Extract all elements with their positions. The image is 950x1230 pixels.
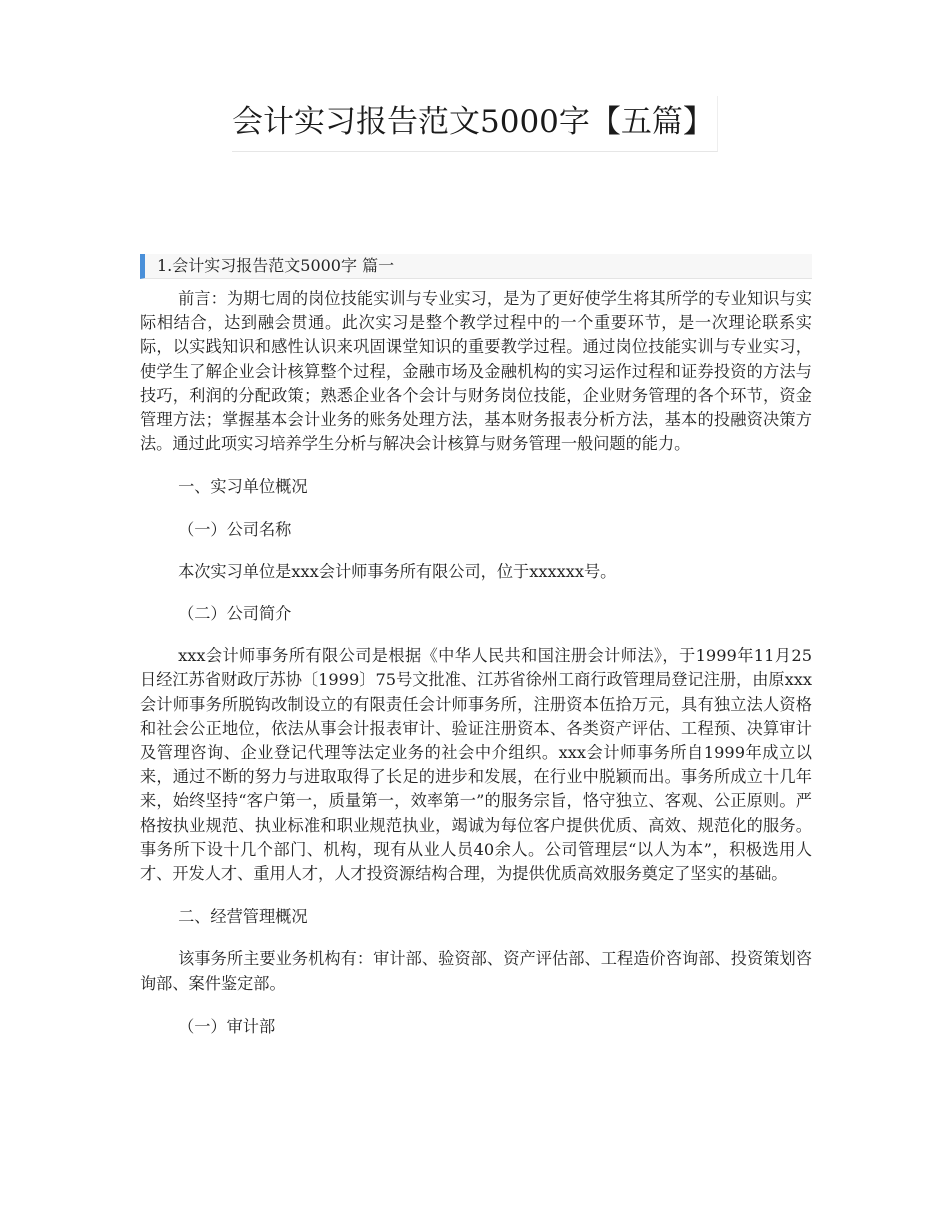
paragraph-preface: 前言：为期七周的岗位技能实训与专业实习，是为了更好使学生将其所学的专业知识与实际相结合，达到融会贯通。此次实习是整个教学过程中的一个重要环节，是一次理论联系实际，以实践知识和感性认识来巩固课堂知识的重要教学过程。通过岗位技能实训与专业实习，使学生了解企业会计核算整个过程，金融市场及金融机构的实习运作过程和证券投资的方法与技巧，利润的分配政策；熟悉企业各个会计与财务岗位技能，企业财务管理的各个环节，资金管理方法；掌握基本会计业务的账务处理方法，基本财务报表分析方法，基本的投融资决策方法。通过此项实习培养学生分析与解决会计核算与财务管理一般问题的能力。	[140, 289, 812, 454]
paragraph-business-units: 该事务所主要业务机构有：审计部、验资部、资产评估部、工程造价咨询部、投资策划咨询部、案件鉴定部。	[140, 949, 812, 993]
document-title: 会计实习报告范文5000字【五篇】	[232, 96, 718, 152]
subheading-audit-department: （一）审计部	[178, 1016, 276, 1036]
subheading-company-name: （一）公司名称	[178, 519, 292, 539]
section-heading: 1.会计实习报告范文5000字 篇一	[140, 254, 812, 279]
heading-internship-unit-overview: 一、实习单位概况	[178, 477, 308, 497]
subheading-company-profile: （二）公司简介	[178, 604, 292, 624]
paragraph-company-name: 本次实习单位是xxx会计师事务所有限公司，位于xxxxxx号。	[178, 561, 617, 581]
paragraph-company-profile: xxx会计师事务所有限公司是根据《中华人民共和国注册会计师法》，于1999年11月25日经江苏省财政厅苏协〔1999〕75号文批准、江苏省徐州工商行政管理局登记注册，由原xxx会计师事务所脱钩改制设立的有限责任会计师事务所，注册资本伍拾万元，具有独立法人资格和社会公正地位，依法从事会计报表审计、验证注册资本、各类资产评估、工程预、决算审计及管理咨询、企业登记代理等法定业务的社会中介组织。xxx会计师事务所自1999年成立以来，通过不断的努力与进取取得了长足的进步和发展，在行业中脱颖而出。事务所成立十几年来，始终坚持“客户第一，质量第一，效率第一”的服务宗旨，恪守独立、客观、公正原则。严格按执业规范、执业标准和职业规范执业，竭诚为每位客户提供优质、高效、规范化的服务。事务所下设十几个部门、机构，现有从业人员40余人。公司管理层“以人为本”，积极选用人才、开发人才、重用人才，人才投资源结构合理，为提供优质高效服务奠定了坚实的基础。	[140, 646, 812, 884]
heading-operations-overview: 二、经营管理概况	[178, 907, 308, 927]
document-body	[140, 287, 812, 1057]
